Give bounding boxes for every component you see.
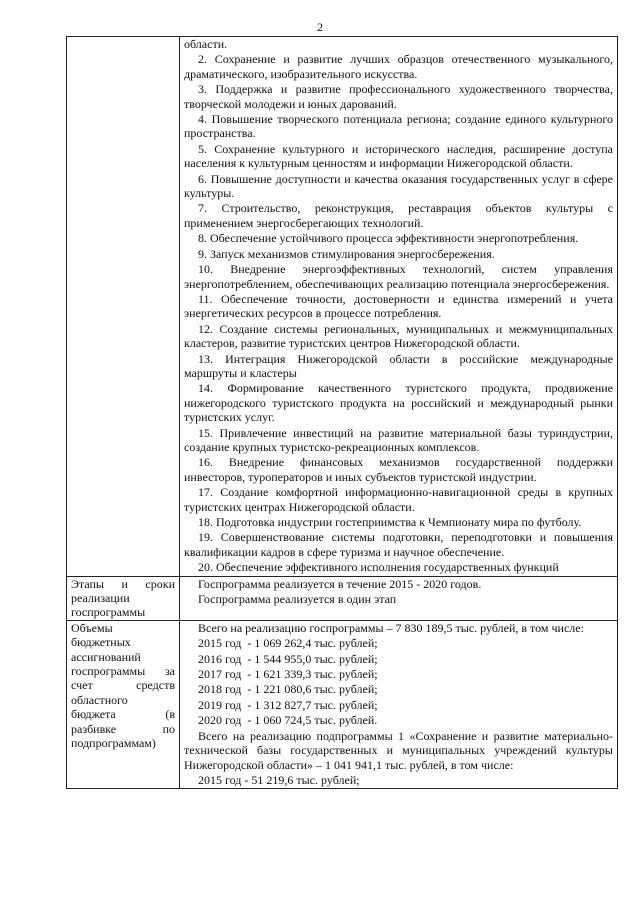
- budget-total: Всего на реализацию госпрограммы – 7 830 189,5 тыс. рублей, в том числе:: [198, 620, 584, 635]
- goal-item: 8. Обеспечение устойчивого процесса эффективности энергопотребления.: [198, 231, 579, 246]
- goal-item: 6. Повышение доступности и качества оказания государственных услуг в сфере культуры.: [184, 171, 613, 201]
- budget-label-line: бюджета (в: [71, 707, 175, 722]
- goals-content-cell: [180, 37, 618, 577]
- goals-row: [67, 37, 618, 577]
- goal-item: 11. Обеспечение точности, достоверности и единства измерений и учета энергетических ресурсов в процессе потребления.: [184, 291, 613, 321]
- budget-content-cell: [180, 620, 618, 788]
- goal-item: 18. Подготовка индустрии гостеприимства к Чемпионату мира по футболу.: [198, 515, 582, 529]
- goal-item: 15. Привлечение инвестиций на развитие материальной базы туриндустрии, создание крупных туристско-рекреационных комплексов.: [184, 425, 613, 454]
- budget-year-amount: 2018 год - 1 221 080,6 тыс. рублей;: [198, 682, 378, 697]
- goal-item: 13. Интеграция Нижегородской области в российские международные маршруты и кластеры: [184, 351, 613, 380]
- program-passport-table: [66, 36, 618, 789]
- goal-item: 14. Формирование качественного туристского продукта, продвижение нижегородского туристского продукта на российский и международный рынки туристских услуг.: [184, 381, 613, 425]
- goal-item: 4. Повышение творческого потенциала региона; создание единого культурного пространства.: [184, 112, 613, 141]
- goals-continuation: области.: [184, 37, 228, 51]
- stages-content-cell: [180, 576, 618, 620]
- goal-item: 5. Сохранение культурного и исторического наследия, расширение доступа населения к культурным ценностям и информации Нижегородской области.: [184, 141, 613, 171]
- budget-year-amount: 2020 год - 1 060 724,5 тыс. рублей.: [198, 713, 378, 728]
- stages-row: [67, 576, 618, 620]
- goal-item: 3. Поддержка и развитие профессионального художественного творчества, творческой молодежи и юных дарований.: [184, 82, 613, 111]
- goal-item: 2. Сохранение и развитие лучших образцов отечественного музыкального, драматического, изобразительного искусства.: [184, 52, 613, 81]
- budget-year-amount: 2019 год - 1 312 827,7 тыс. рублей;: [198, 697, 378, 712]
- stages-label-line: Этапы и сроки: [71, 576, 175, 591]
- budget-label-line: разбивке по: [71, 721, 175, 736]
- budget-year-amount: 2017 год - 1 621 339,3 тыс. рублей;: [198, 667, 378, 682]
- page-number: 2: [317, 20, 323, 34]
- subprogram-year-amount: 2015 год - 51 219,6 тыс. рублей;: [198, 772, 360, 787]
- goal-item: 20. Обеспечение эффективного исполнения государственных функций: [198, 560, 559, 575]
- budget-row: [67, 620, 618, 788]
- goal-item: 17. Создание комфортной информационно-навигационной среды в крупных туристских центрах Нижегородской области.: [184, 485, 613, 514]
- goal-item: 19. Совершенствование системы подготовки, переподготовки и повышения квалификации кадров в сфере туризма и научное обеспечение.: [184, 530, 613, 559]
- subprogram-total: Всего на реализацию подпрограммы 1 «Сохранение и развитие материально-технической базы государственных и муниципальных учреждений культуры Нижегородской области» – 1 041 941,1 тыс. рублей, в том числе:: [184, 728, 613, 772]
- stages-label-cell: [67, 576, 180, 620]
- stages-text: Госпрограмма реализуется в течение 2015 - 2020 годов.: [198, 576, 482, 591]
- goal-item: 7. Строительство, реконструкция, реставрация объектов культуры с применением энергосберегающих технологий.: [184, 201, 613, 230]
- stages-label-line: реализации: [71, 591, 130, 606]
- stages-label-line: госпрограммы: [71, 605, 146, 620]
- budget-label-line: счет средств: [71, 678, 175, 693]
- goal-item: 12. Создание системы региональных, муниципальных и межмуниципальных кластеров, развитие туристских центров Нижегородской области.: [184, 321, 613, 351]
- budget-label-line: областного: [71, 692, 128, 707]
- budget-year-amount: 2015 год - 1 069 262,4 тыс. рублей;: [198, 636, 378, 651]
- budget-label-cell: [67, 620, 180, 788]
- budget-year-amount: 2016 год - 1 544 955,0 тыс. рублей;: [198, 651, 378, 666]
- budget-label-line: госпрограммы за: [71, 664, 175, 679]
- stages-text: Госпрограмма реализуется в один этап: [198, 592, 397, 607]
- budget-label-line: бюджетных: [71, 635, 131, 650]
- budget-label-line: ассигнований: [71, 649, 141, 664]
- budget-label-line: Объемы: [71, 620, 113, 635]
- goal-item: 9. Запуск механизмов стимулирования энергосбережения.: [198, 246, 495, 261]
- goal-item: 10. Внедрение энергоэффективных технологий, систем управления энергопотреблением, обеспечивающих реализацию потенциала энергосбережения.: [184, 262, 613, 291]
- goals-label-cell: [67, 37, 180, 577]
- goal-item: 16. Внедрение финансовых механизмов государственной поддержки инвесторов, туроператоров и иных субъектов туристской индустрии.: [184, 455, 613, 484]
- budget-label-line: подпрограммам): [71, 736, 156, 751]
